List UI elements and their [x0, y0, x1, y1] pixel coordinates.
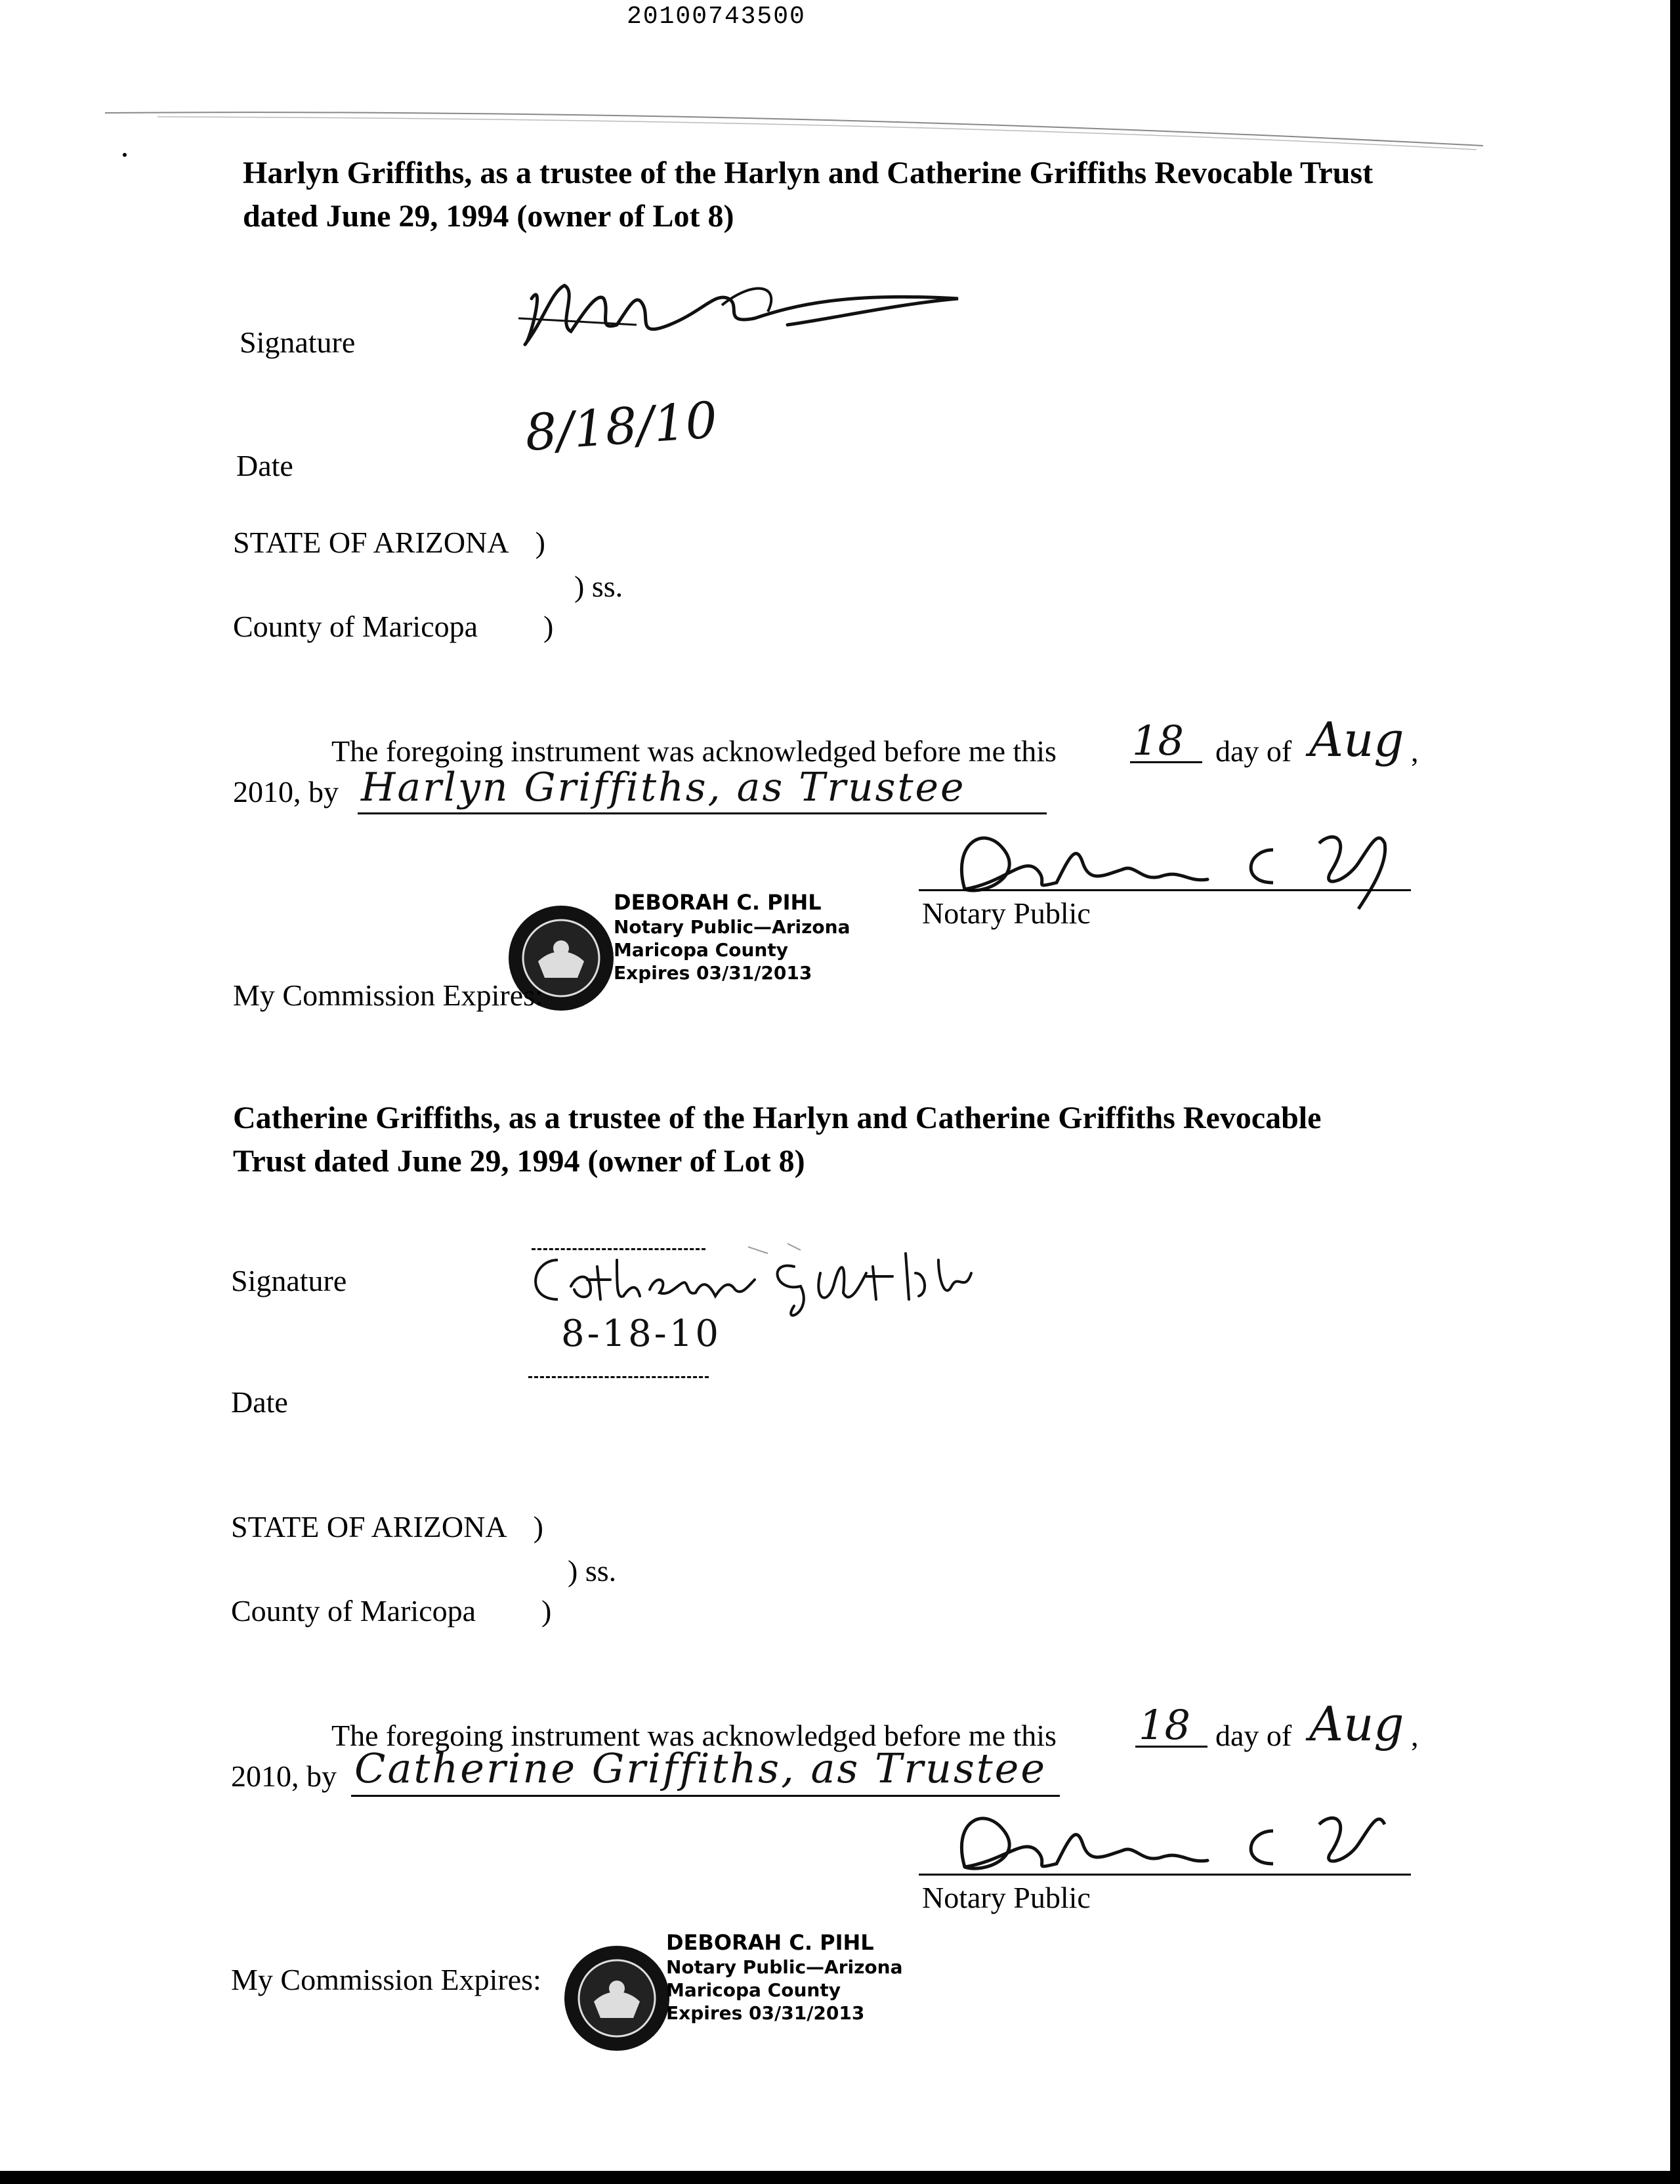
section2-ss: ) ss. [568, 1554, 617, 1587]
section2-ack-month: Aug [1309, 1696, 1404, 1752]
section2-day-of: day of [1215, 1719, 1292, 1752]
section1-ack-day: 18 [1132, 717, 1184, 765]
section2-notary-signature-image [925, 1801, 1424, 1880]
section1-ack-month: Aug [1309, 712, 1404, 767]
section2-notary-line [919, 1874, 1411, 1876]
section2-notary-label: Notary Public [922, 1881, 1091, 1914]
section2-date-underline [528, 1376, 709, 1378]
section1-date-label: Date [236, 449, 293, 482]
section1-name-underline [358, 812, 1047, 814]
section1-year-by: 2010, by [233, 775, 339, 808]
section2-ack-text: The foregoing instrument was acknowledged before me this [331, 1719, 1057, 1752]
section2-comma: , [1411, 1719, 1419, 1752]
section1-signature-label: Signature [240, 326, 356, 359]
scan-bottom-border [0, 2171, 1680, 2184]
section2-year-by: 2010, by [231, 1759, 337, 1793]
section2-ack-day: 18 [1139, 1701, 1190, 1749]
section1-notary-line [919, 889, 1411, 891]
section2-commission-label: My Commission Expires: [231, 1963, 541, 1996]
section2-date-value: 8-18-10 [561, 1312, 721, 1355]
section1-county: County of Maricopa ) [233, 610, 554, 643]
section1-heading-line2: dated June 29, 1994 (owner of Lot 8) [243, 199, 734, 234]
section2-heading-line2: Trust dated June 29, 1994 (owner of Lot 8) [233, 1144, 805, 1179]
scan-top-line [0, 98, 1680, 158]
section1-day-underline [1130, 761, 1202, 763]
section1-commission-label: My Commission Expires: [233, 978, 543, 1012]
scan-right-border [1670, 0, 1680, 2184]
section2-date-label: Date [231, 1385, 288, 1419]
section1-notary-label: Notary Public [922, 896, 1091, 930]
section2-ack-name: Catherine Griffiths, as Trustee [354, 1744, 1047, 1792]
section1-heading-line1: Harlyn Griffiths, as a trustee of the Harlyn and Catherine Griffiths Revocable Trust [243, 156, 1374, 190]
section1-signature-image [505, 253, 978, 358]
section2-signature-label: Signature [231, 1264, 347, 1297]
section1-seal-text: DEBORAH C. PIHL Notary Public—Arizona Maricopa County Expires 03/31/2013 [614, 890, 850, 984]
section2-heading-line1: Catherine Griffiths, as a trustee of the Harlyn and Catherine Griffiths Revocable [233, 1101, 1322, 1135]
document-number: 20100743500 [627, 3, 806, 31]
section1-ack-name: Harlyn Griffiths, as Trustee [361, 765, 966, 810]
section1-date-value: 8/18/10 [523, 390, 719, 463]
section2-day-underline [1135, 1746, 1208, 1748]
section1-day-of: day of [1215, 734, 1292, 768]
section1-ack-text: The foregoing instrument was acknowledged before me this [331, 734, 1057, 768]
section2-seal-text: DEBORAH C. PIHL Notary Public—Arizona Maricopa County Expires 03/31/2013 [666, 1930, 903, 2024]
section2-name-underline [351, 1795, 1060, 1797]
section1-state: STATE OF ARIZONA ) [233, 526, 545, 559]
section1-comma: , [1411, 734, 1419, 768]
section2-notary-seal-icon [561, 1942, 673, 2054]
section2-county: County of Maricopa ) [231, 1594, 552, 1628]
section1-ss: ) ss. [574, 570, 623, 603]
section2-state: STATE OF ARIZONA ) [231, 1510, 543, 1544]
